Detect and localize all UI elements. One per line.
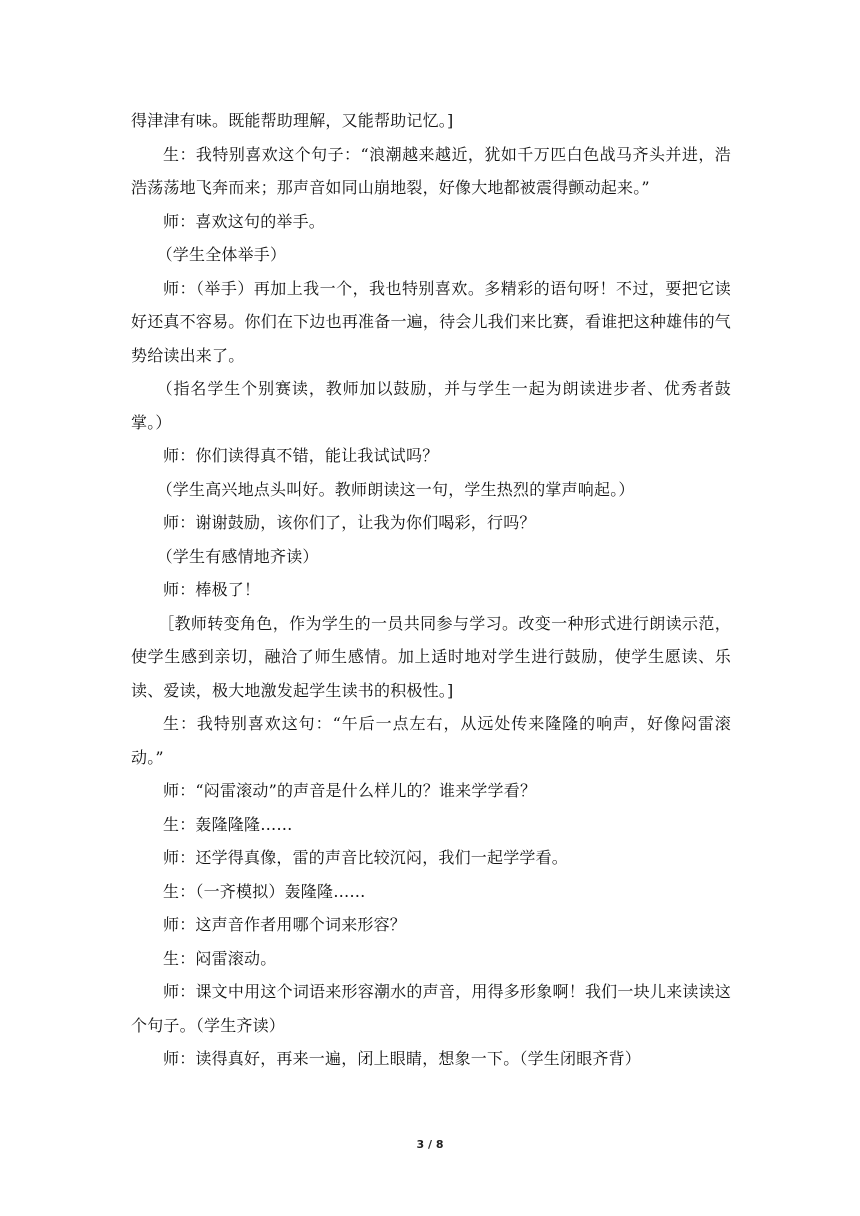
paragraph: ［教师转变角色，作为学生的一员共同参与学习。改变一种形式进行朗读示范，使学生感到亲切，融洽了师生感情。加上适时地对学生进行鼓励，使学生愿读、乐读、爱读，极大地激发起学生读书的积极性。] (131, 613, 731, 700)
paragraph: 师：你们读得真不错，能让我试试吗？ (163, 446, 439, 465)
paragraph: （学生全体举手） (156, 245, 287, 264)
paragraph: 师：喜欢这句的举手。 (163, 211, 326, 231)
paragraph: 生：我特别喜欢这个句子：“浪潮越来越近，犹如千万匹白色战马齐头并进，浩浩荡荡地飞奔而来；那声音如同山崩地裂，好像大地都被震得颤动起来。” (131, 144, 731, 197)
paragraph: 师：读得真好，再来一遍，闭上眼睛，想象一下。（学生闭眼齐背） (163, 1049, 642, 1068)
paragraph: （学生高兴地点头叫好。教师朗读这一句，学生热烈的掌声响起。） (156, 479, 635, 499)
paragraph: 师：谢谢鼓励，该你们了，让我为你们喝彩，行吗？ (163, 513, 536, 532)
paragraph: 得津津有味。既能帮助理解，又能帮助记忆。] (131, 111, 454, 130)
paragraph: 师：“闷雷滚动”的声音是什么样儿的？谁来学学看？ (163, 781, 537, 800)
paragraph: 师：课文中用这个词语来形容潮水的声音，用得多形象啊！我们一块儿来读读这个句子。（学生齐读） (131, 982, 731, 1035)
paragraph: 师：棒极了！ (163, 580, 261, 599)
paragraph: 生：我特别喜欢这句：“午后一点左右，从远处传来隆隆的响声，好像闷雷滚动。” (131, 714, 731, 767)
paragraph: （学生有感情地齐读） (156, 546, 319, 566)
paragraph: 师：（举手）再加上我一个，我也特别喜欢。多精彩的语句呀！不过，要把它读好还真不容易。你们在下边也再准备一遍，待会儿我们来比赛，看谁把这种雄伟的气势给读出来了。 (131, 278, 731, 365)
paragraph: （指名学生个别赛读，教师加以鼓励，并与学生一起为朗读进步者、优秀者鼓掌。） (131, 379, 731, 432)
document-body (131, 104, 731, 1076)
paragraph: 师：这声音作者用哪个词来形容？ (163, 915, 407, 934)
paragraph: 生：闷雷滚动。 (163, 948, 277, 968)
paragraph: 生：（一齐模拟）轰隆隆…… (163, 881, 366, 901)
page-number: 3 / 8 (416, 1138, 444, 1151)
paragraph: 师：还学得真像，雷的声音比较沉闷，我们一起学学看。 (163, 848, 569, 867)
paragraph: 生：轰隆隆隆…… (163, 814, 293, 834)
